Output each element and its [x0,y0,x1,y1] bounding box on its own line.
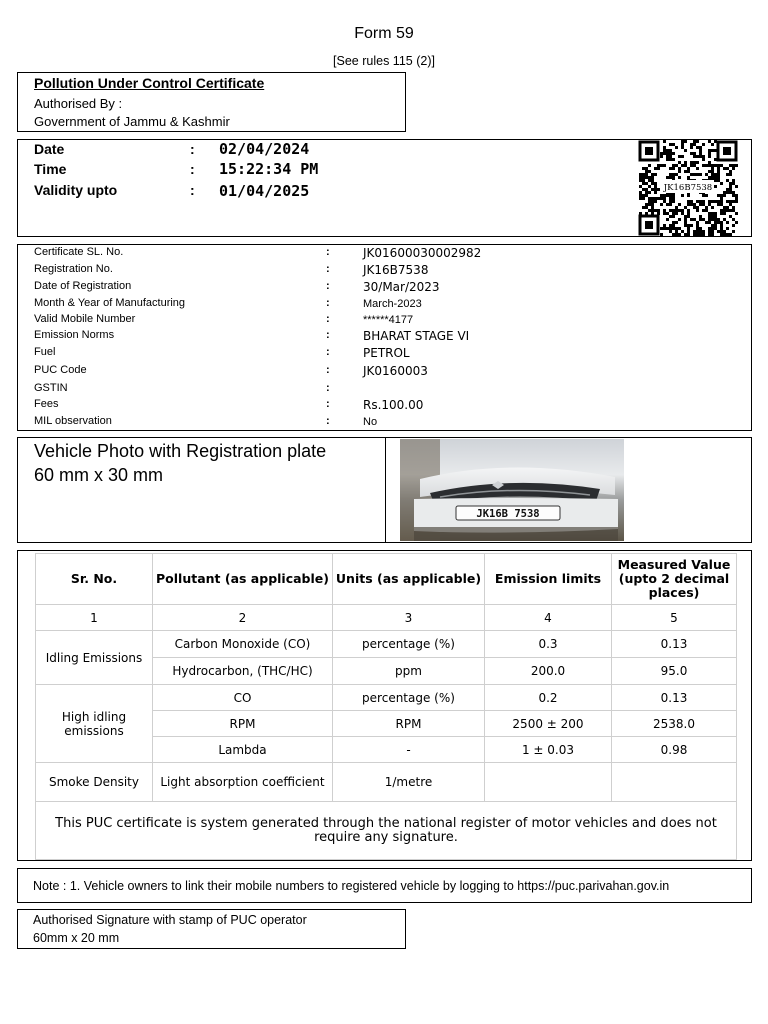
detail-label: Date of Registration [34,280,132,292]
detail-value: JK01600030002982 [363,246,482,260]
smoke-density-label: Smoke Density [36,763,153,802]
limit-cell: 200.0 [485,658,612,685]
emission-table-box [17,550,752,861]
time-label: Time [34,161,67,177]
date-colon: : [190,141,195,157]
unit-cell: ppm [333,658,485,685]
time-value: 15:22:34 PM [219,160,319,178]
unit-cell: RPM [333,711,485,737]
emission-table [35,553,737,860]
detail-colon: : [326,263,330,275]
detail-value: JK0160003 [363,364,428,378]
limit-cell: 0.2 [485,685,612,711]
photo-title: Vehicle Photo with Registration plate [34,441,327,461]
vehicle-photo [400,439,624,541]
validity-value: 01/04/2025 [219,182,310,200]
detail-value: PETROL [363,346,410,360]
detail-colon: : [326,297,330,309]
authority-name: Government of Jammu & Kashmir [34,114,230,129]
signature-label: Authorised Signature with stamp of PUC operator [33,913,307,927]
limit-cell [485,763,612,802]
date-label: Date [34,141,65,157]
system-generated-note: This PUC certificate is system generated through the national register of motor vehicles and does not require any signature. [36,802,737,860]
photo-size: 60 mm x 30 mm [34,465,164,485]
detail-label: Certificate SL. No. [34,246,124,258]
limit-cell: 2500 ± 200 [485,711,612,737]
certificate-header-box [17,72,406,132]
detail-colon: : [326,313,330,325]
signature-box [17,909,406,949]
pollutant-cell: CO [153,685,333,711]
column-number: 2 [153,605,333,631]
validity-colon: : [190,182,195,198]
date-time-box [17,139,752,237]
detail-colon: : [326,346,330,358]
pollutant-cell: Hydrocarbon, (THC/HC) [153,658,333,685]
form-title: Form 59 [354,25,414,42]
unit-cell: percentage (%) [333,685,485,711]
note-text: Note : 1. Vehicle owners to link their mobile numbers to registered vehicle by logging to https://puc.parivahan.gov.in [33,879,670,893]
detail-label: Fees [34,398,59,410]
detail-colon: : [326,364,330,376]
detail-label: Valid Mobile Number [34,313,136,325]
measured-cell [612,763,737,802]
detail-value: JK16B7538 [363,263,429,277]
pollutant-cell: Light absorption coefficient [153,763,333,802]
certificate-title: Pollution Under Control Certificate [34,75,265,91]
authorised-by-label: Authorised By : [34,96,123,111]
rules-reference: [See rules 115 (2)] [333,54,435,68]
measured-cell: 0.13 [612,685,737,711]
measured-cell: 0.13 [612,631,737,658]
detail-value: Rs.100.00 [363,398,424,412]
limit-cell: 0.3 [485,631,612,658]
pollutant-cell: Lambda [153,737,333,763]
column-number: 3 [333,605,485,631]
plate-text: JK16B 7538 [476,508,540,520]
detail-label: Fuel [34,346,56,358]
pollutant-cell: RPM [153,711,333,737]
table-row [36,763,737,802]
detail-label: Registration No. [34,263,113,275]
vehicle-details-box [17,244,752,431]
column-number: 1 [36,605,153,631]
detail-colon: : [326,382,330,394]
column-number: 4 [485,605,612,631]
unit-cell: - [333,737,485,763]
unit-cell: percentage (%) [333,631,485,658]
table-row [36,685,737,711]
header-emission-limits: Emission limits [485,554,612,605]
pollutant-cell: Carbon Monoxide (CO) [153,631,333,658]
detail-colon: : [326,280,330,292]
detail-label: PUC Code [34,364,87,376]
validity-label: Validity upto [34,182,118,198]
detail-label: GSTIN [34,382,68,394]
note-box [17,868,752,903]
signature-size: 60mm x 20 mm [33,931,120,945]
idling-emissions-label: Idling Emissions [36,631,153,685]
detail-label: Emission Norms [34,329,115,341]
detail-colon: : [326,398,330,410]
header-measured-value: Measured Value (upto 2 decimal places) [612,554,737,605]
measured-cell: 2538.0 [612,711,737,737]
table-row [36,631,737,658]
detail-label: MIL observation [34,415,112,427]
detail-value: March-2023 [363,298,422,310]
detail-value: ******4177 [363,314,414,326]
detail-colon: : [326,329,330,341]
time-colon: : [190,161,195,177]
qr-caption: JK16B7538 [663,183,713,193]
qr-code-icon [638,140,738,236]
date-value: 02/04/2024 [219,140,310,158]
header-units: Units (as applicable) [333,554,485,605]
detail-label: Month & Year of Manufacturing [34,297,186,309]
vehicle-photo-box [17,437,752,543]
detail-value: BHARAT STAGE VI [363,329,470,343]
detail-colon: : [326,246,330,258]
detail-colon: : [326,415,330,427]
limit-cell: 1 ± 0.03 [485,737,612,763]
measured-cell: 95.0 [612,658,737,685]
header-pollutant: Pollutant (as applicable) [153,554,333,605]
column-number: 5 [612,605,737,631]
high-idling-label: High idling emissions [36,685,153,763]
unit-cell: 1/metre [333,763,485,802]
measured-cell: 0.98 [612,737,737,763]
header-sr-no: Sr. No. [36,554,153,605]
detail-value: 30/Mar/2023 [363,280,440,294]
detail-value: No [363,416,378,428]
